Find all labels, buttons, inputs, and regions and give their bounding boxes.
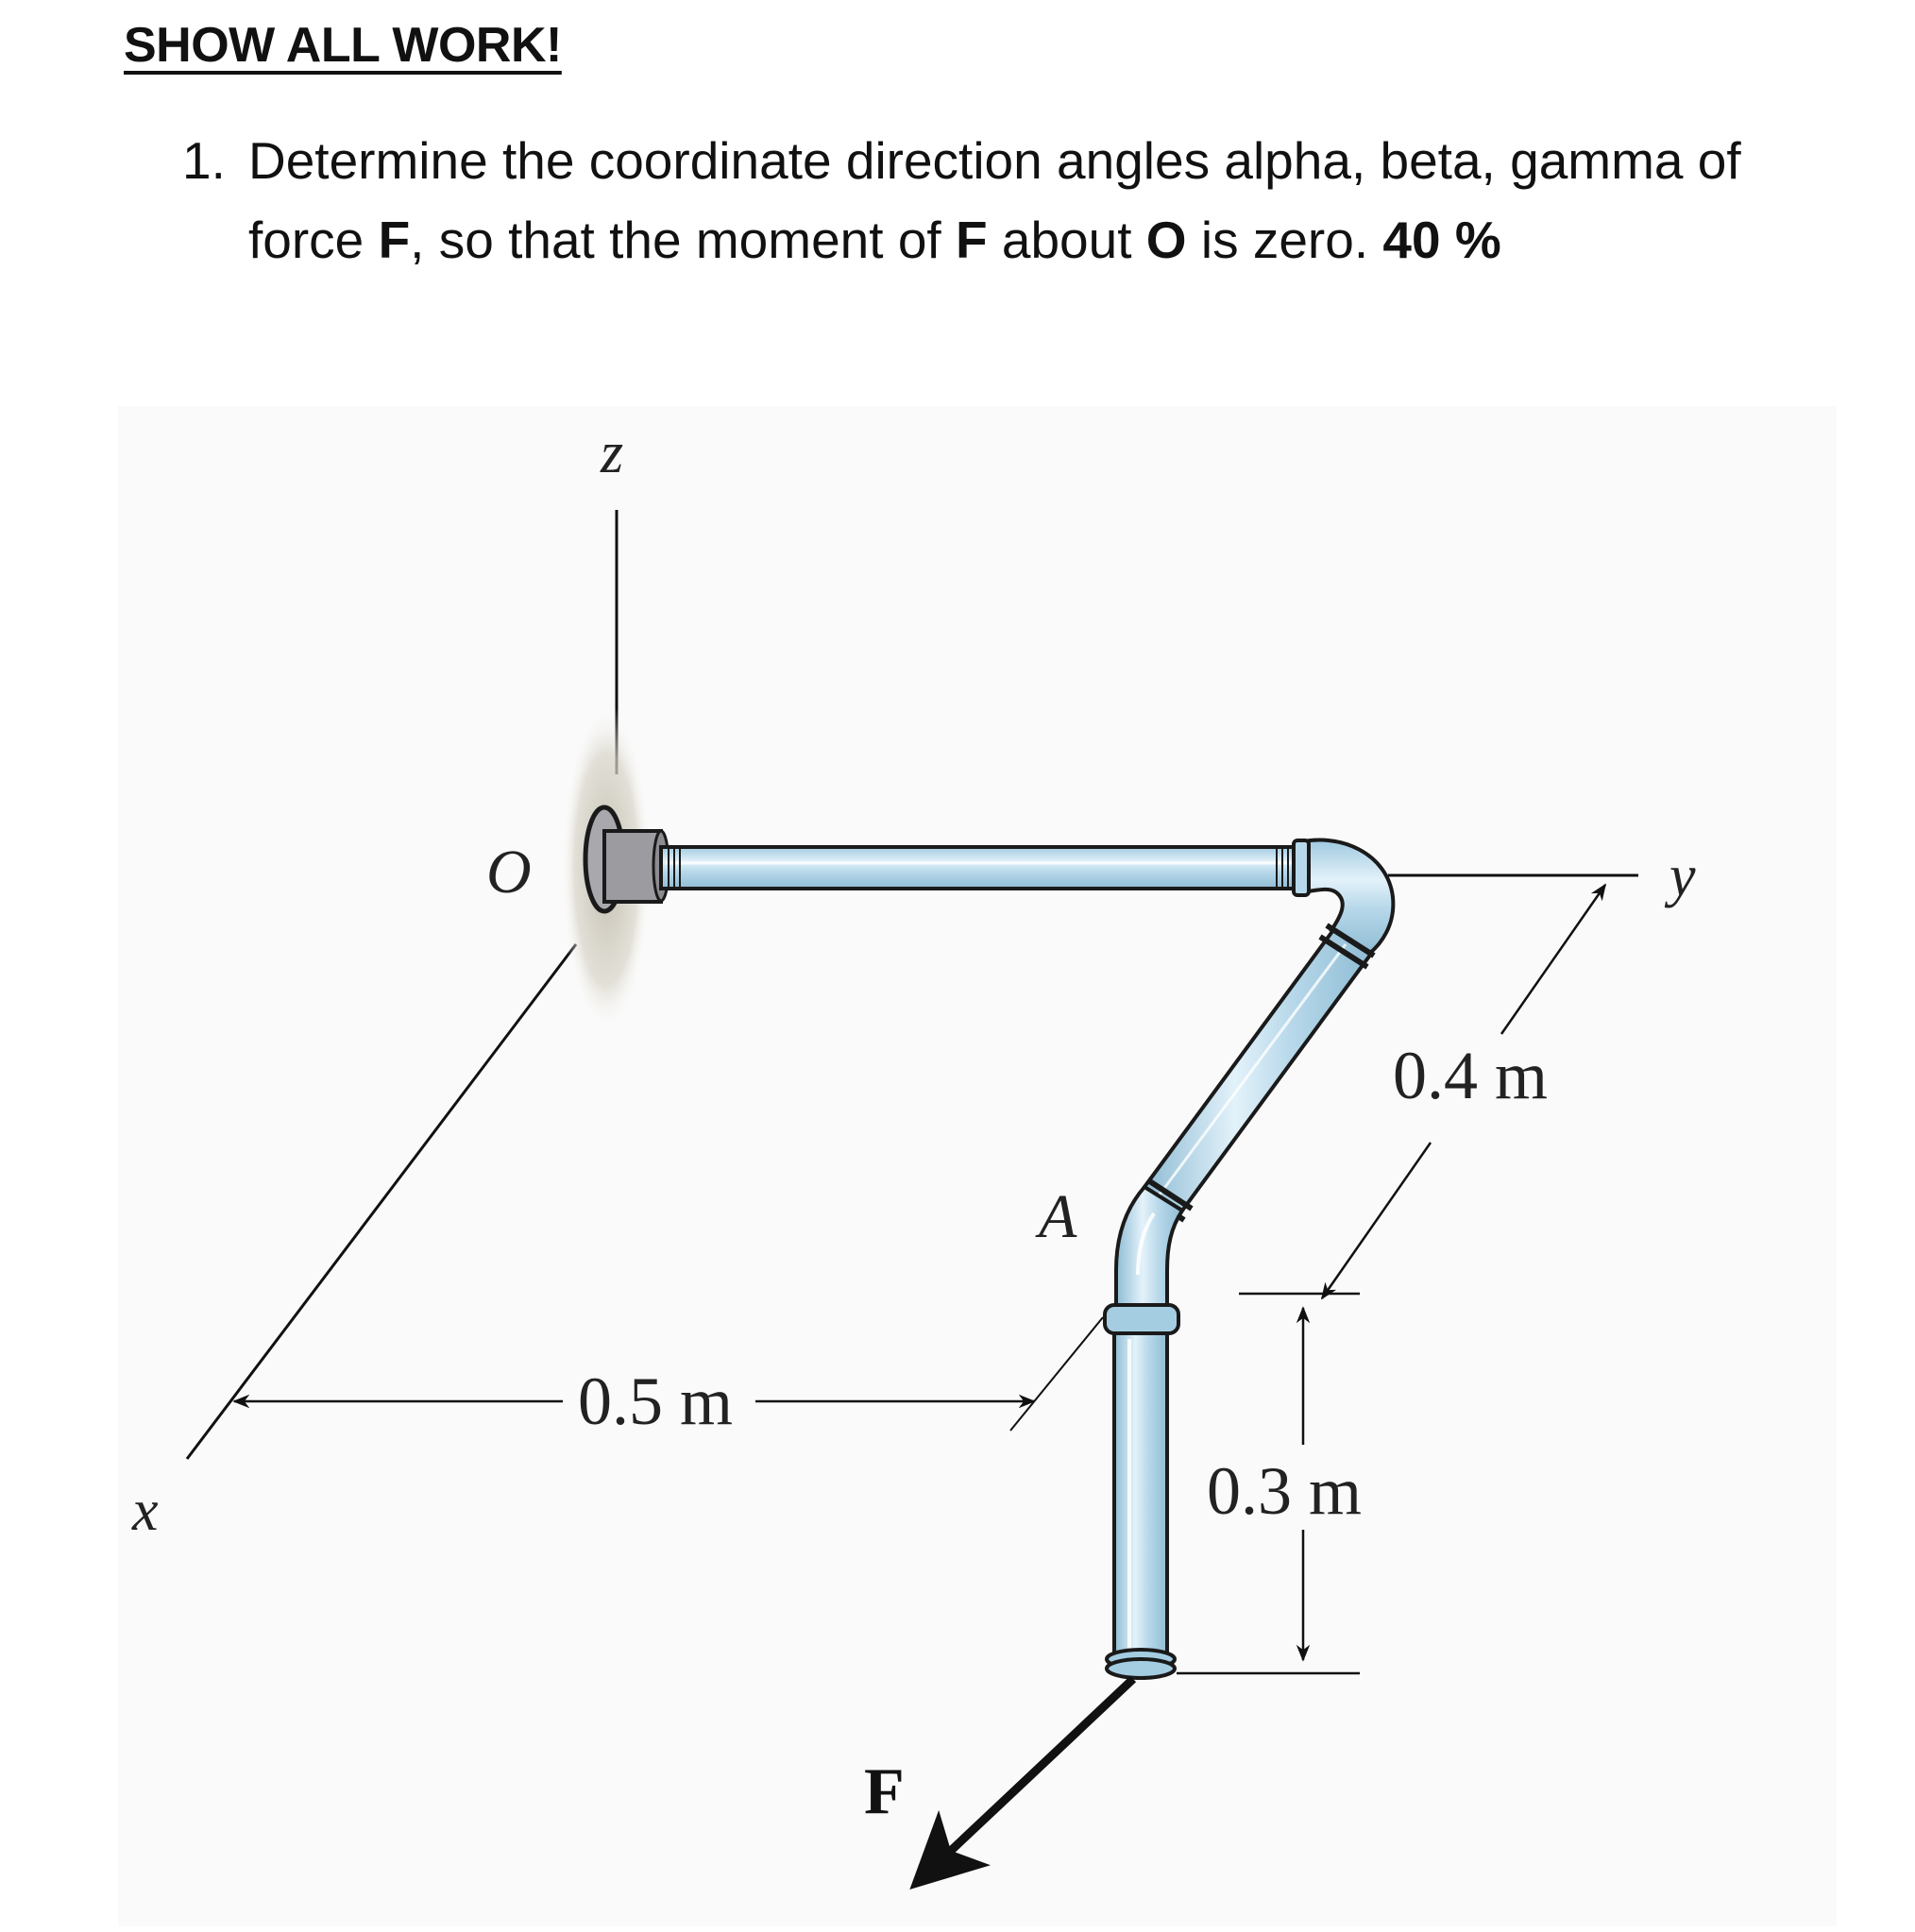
problem-line-2-prefix: force	[248, 211, 379, 269]
pipe-segment-vertical	[1107, 1333, 1175, 1678]
problem-line-2-mid: , so that the moment of	[410, 211, 956, 269]
point-a-label: A	[1039, 1182, 1077, 1251]
origin-label: O	[486, 838, 532, 907]
grade-weight: 40 %	[1382, 211, 1501, 269]
dimension-0.4m-label: 0.4 m	[1393, 1038, 1549, 1113]
dimension-0.3m-label: 0.3 m	[1207, 1453, 1363, 1529]
y-axis-label: y	[1669, 844, 1696, 908]
pipe-segment-y	[661, 847, 1296, 889]
figure-background	[118, 406, 1837, 1926]
force-symbol-2: F	[955, 211, 988, 269]
page-header: SHOW ALL WORK!	[124, 18, 562, 73]
point-symbol: O	[1145, 211, 1187, 269]
z-axis-label: z	[601, 421, 624, 485]
problem-line-1: Determine the coordinate direction angles alpha, beta, gamma of	[248, 131, 1741, 190]
problem-number: 1.	[182, 131, 226, 190]
problem-line-2-about: about	[987, 211, 1146, 269]
force-label: F	[864, 1755, 905, 1828]
problem-line-2-suffix: is zero.	[1186, 211, 1383, 269]
force-symbol: F	[378, 211, 411, 269]
x-axis-label: x	[132, 1479, 159, 1543]
dimension-0.5m-label: 0.5 m	[578, 1364, 734, 1439]
